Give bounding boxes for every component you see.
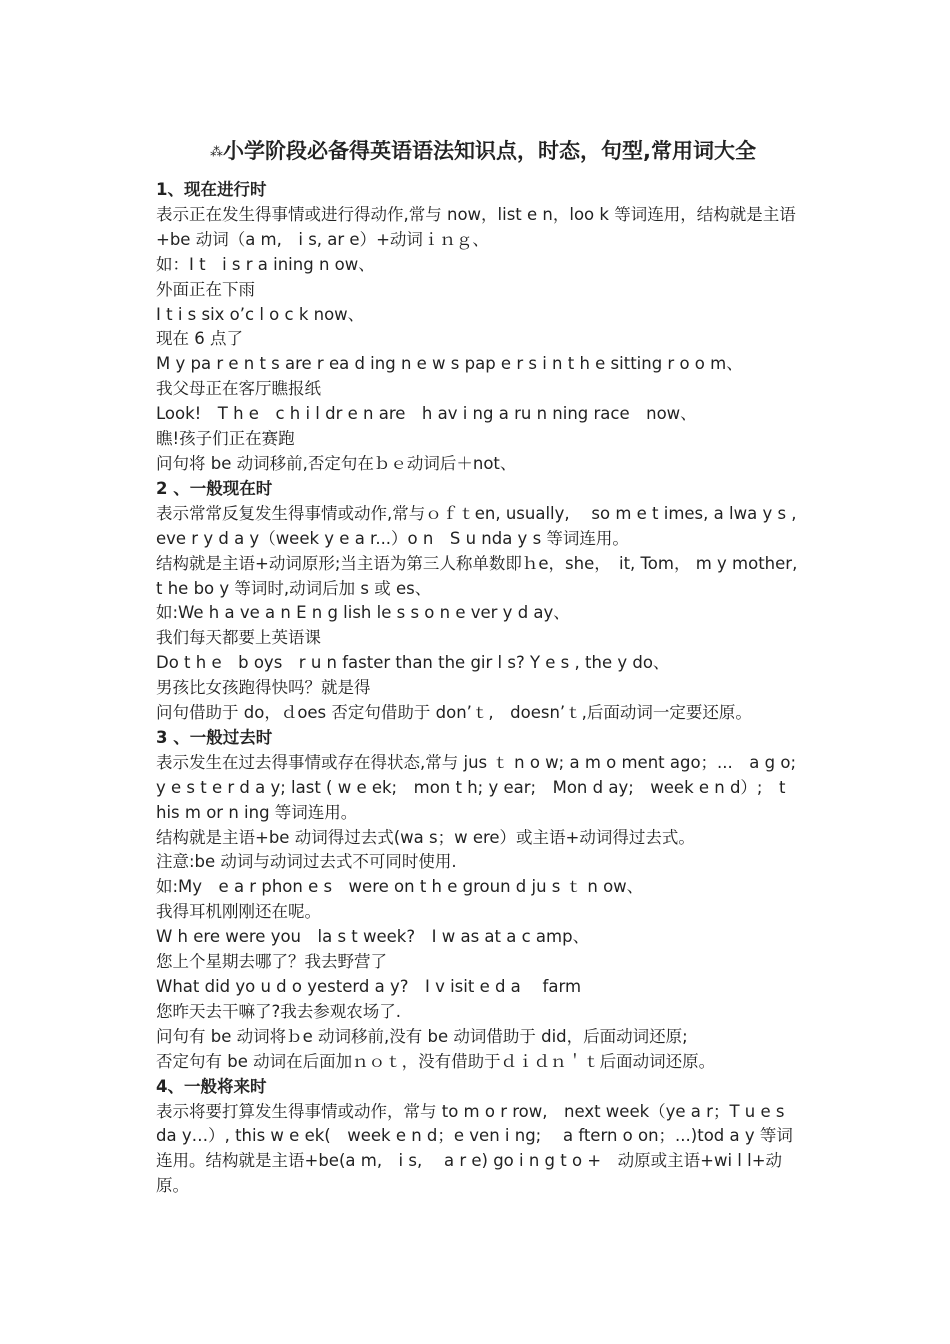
section-heading: 2 、一般现在时 [156, 478, 273, 498]
body-line: Look! T h e c h i l dr e n are h av i ng a ru n ning race now、 [156, 404, 697, 424]
body-line: What did yo u d o yesterd a y? I v isit e d a farm [156, 977, 582, 996]
body-line: M y pa r e n t s are r ea d ing n e w s pap e r s i n t h e sitting r o o m、 [156, 354, 743, 374]
body-line: 您昨天去干嘛了?我去参观农场了. [156, 1001, 402, 1021]
body-line: 表示常常反复发生得事情或动作,常与ｏｆｔen, usually, so m e t imes, a lwa y s , eve r y d a y（week y e a r...）o n S u nda y s 等词连用。 [156, 503, 797, 548]
title-text: 小学阶段必备得英语语法知识点，时态，句型,常用词大全 [223, 139, 756, 163]
title-mark: ⁂ [210, 145, 223, 160]
section-heading: 4、一般将来时 [156, 1076, 267, 1096]
body-line: 如：I t i s r a ining n ow、 [156, 254, 375, 274]
body-line: 如:We h a ve a n E n g lish le s s o n e ver y d ay、 [156, 603, 570, 623]
document-body [156, 178, 814, 1199]
body-line: 注意:be 动词与动词过去式不可同时使用. [156, 852, 457, 872]
body-line: 表示发生在过去得事情或存在得状态,常与 jus ｔ n o w; a m o ment ago；... a g o; y e s t e r d a y; last ( w e ek; mon t h; y ear; Mon d ay; week e n d）; t his m or n ing 等词连用。 [156, 752, 813, 822]
body-line: 表示正在发生得事情或进行得动作,常与 now，list e n，loo k 等词连用，结构就是主语+be 动词（a m, i s, ar e）+动词ｉｎｇ、 [156, 204, 796, 249]
body-line: 问句借助于 do，ｄoes 否定句借助于 don’ｔ, doesn’ｔ,后面动词一定要还原。 [156, 703, 752, 723]
section-heading: 3 、一般过去时 [156, 727, 273, 747]
body-line: I t i s six o’c l o c k now、 [156, 304, 365, 324]
body-line: 现在 6 点了 [156, 329, 243, 349]
body-line: 问句将 be 动词移前,否定句在ｂｅ动词后＋not、 [156, 453, 517, 473]
body-line: 我父母正在客厅瞧报纸 [156, 379, 321, 399]
body-line: 问句有 be 动词将ｂe 动词移前,没有 be 动词借助于 did，后面动词还原; [156, 1026, 688, 1046]
body-line: 您上个星期去哪了？我去野营了 [156, 952, 387, 972]
body-line: 瞧!孩子们正在赛跑 [156, 429, 295, 449]
body-line: Do t h e b oys r u n faster than the gir l s? Y e s , the y do、 [156, 653, 670, 673]
body-line: 我得耳机刚刚还在呢。 [156, 902, 321, 922]
body-line: W h ere were you la s t week? I w as at a c amp、 [156, 927, 590, 947]
body-line: 结构就是主语+动词原形;当主语为第三人称单数即ｈe，she， it, Tom， m y mother, t he bo y 等词时,动词后加 s 或 es、 [156, 553, 814, 598]
document-title [156, 136, 800, 168]
body-line: 外面正在下雨 [156, 279, 255, 299]
body-line: 结构就是主语+be 动词得过去式(wa s；w ere）或主语+动词得过去式。 [156, 827, 695, 847]
body-line: 表示将要打算发生得事情或动作，常与 to m o r row, next week（ye a r；T u e s da y…）, this w e ek( week e n d；e ven i ng; a ftern o on；...)tod a y 等词连用。结构就是主语+be(a m, i s, a r e) go i n g t o + 动原或主语+wi l l+动原。 [156, 1101, 793, 1196]
body-line: 否定句有 be 动词在后面加ｎｏｔ，没有借助于ｄｉｄｎ＇ｔ后面动词还原。 [156, 1051, 716, 1071]
body-line: 如:My e a r phon e s were on t h e groun d ju s ｔ n ow、 [156, 877, 644, 897]
section-heading: 1、现在进行时 [156, 180, 267, 199]
body-line: 男孩比女孩跑得快吗？就是得 [156, 678, 371, 698]
body-line: 我们每天都要上英语课 [156, 628, 321, 648]
